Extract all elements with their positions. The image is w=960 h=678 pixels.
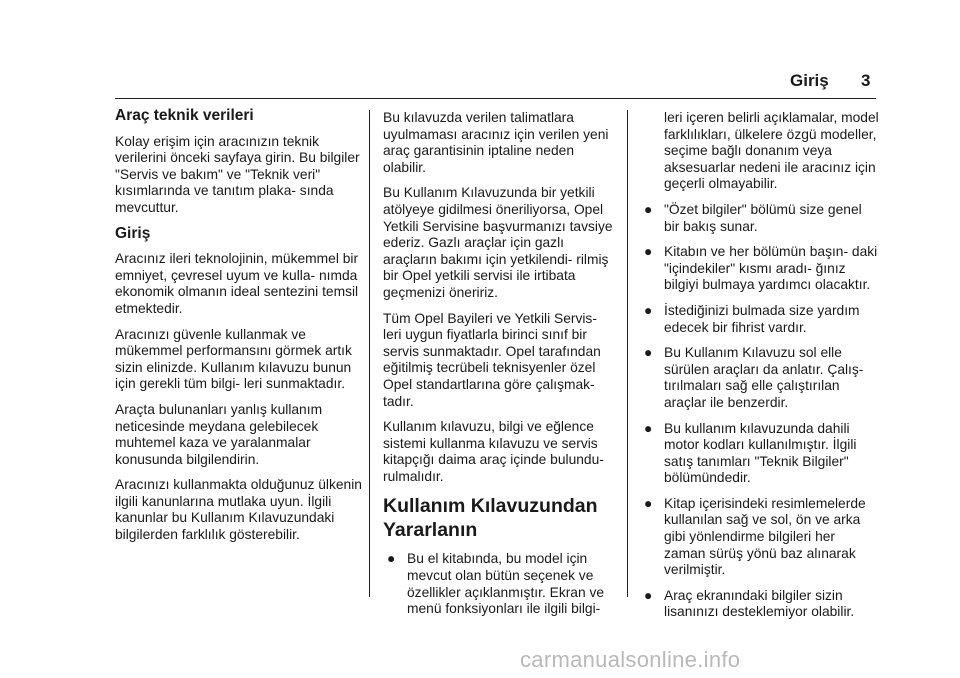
bullet-icon: ● xyxy=(644,302,653,318)
heading-technical-data: Araç teknik verileri xyxy=(115,107,254,124)
paragraph: Bu kılavuzda verilen talimatlara uyulmaması aracınız için verilen yeni araç garantisinin iptaline neden olabilir. xyxy=(383,110,609,175)
bullet-icon: ● xyxy=(644,201,653,217)
watermark: carmanualsonline.info xyxy=(520,647,741,672)
bullet-item xyxy=(640,244,880,294)
bullet-text: Bu kullanım kılavuzunda dahili motor kodları kullanılmıştır. İlgili satış tanımları "Teknik Bilgiler" bölümündedir. xyxy=(664,420,857,486)
bullet-text: leri içeren belirli açıklamalar, model farklılıkları, ülkelere özgü modeller, seçime bağlı donanım veya aksesuarlar nedeni ile aracınız için geçerli olmayabilir. xyxy=(664,110,879,192)
bullet-text: İstediğinizi bulmada size yardım edecek bir fihrist vardır. xyxy=(664,302,860,335)
bullet-item xyxy=(383,551,619,617)
bullet-item xyxy=(640,421,880,487)
column-2 xyxy=(383,110,619,627)
column-divider xyxy=(369,110,370,597)
bullet-text: Bu Kullanım Kılavuzu sol elle sürülen araçları da anlatır. Çalış- tırılmaları sağ elle çalıştırılan araçlar ile benzerdir. xyxy=(664,345,864,410)
column-divider xyxy=(627,110,628,597)
column-3 xyxy=(640,110,880,630)
bullet-icon: ● xyxy=(644,420,653,436)
bullet-item xyxy=(640,496,880,579)
bullet-icon: ● xyxy=(644,244,653,260)
bullet-text: Kitap içerisindeki resimlemelerde kullanılan sağ ve sol, ön ve arka gibi yönlendirme bilgileri her zaman sürüş yönü baz alınarak verilmiştir. xyxy=(664,495,866,578)
bullet-icon: ● xyxy=(387,551,396,567)
paragraph: Aracınızı güvenle kullanmak ve mükemmel performansını görmek artık sizin elinizde. Kullanım kılavuzu bunun için gerekli tüm bilgi- leri sunmaktadır. xyxy=(115,326,352,392)
bullet-item xyxy=(640,202,880,235)
page-number: 3 xyxy=(861,71,871,90)
paragraph: Tüm Opel Bayileri ve Yetkili Servis- leri uygun fiyatlarla birinci sınıf bir servis sunmaktadır. Opel tarafından eğitilmiş tecrübeli teknisyenler özel Opel standartlarına göre çalışmak- tadır. xyxy=(383,310,601,409)
bullet-icon: ● xyxy=(644,495,653,511)
paragraph: Kolay erişim için aracınızın teknik verilerini önceki sayfaya girin. Bu bilgiler "Servis ve bakım" ve "Teknik veri" kısımlarında ve tanıtım plaka- sında mevcuttur. xyxy=(115,133,360,215)
column-1 xyxy=(115,108,363,553)
paragraph: Aracınız ileri teknolojinin, mükemmel bir emniyet, çevresel uyum ve kulla- nımda ekonomik olmanın ideal sentezini temsil etmektedir. xyxy=(115,251,359,316)
bullet-text: Kitabın ve her bölümün başın- daki "içindekiler" kısmı aradı- ğınız bilgiyi bulmaya yardımcı olacaktır. xyxy=(664,244,878,293)
bullet-icon: ● xyxy=(644,345,653,361)
heading-using-manual: Kullanım Kılavuzundan Yararlanın xyxy=(383,495,598,542)
paragraph: Aracınızı kullanmakta olduğunuz ülkenin ilgili kanunlarına mutlaka uyun. İlgili kanunlar bu Kullanım Kılavuzundaki bilgilerden farklılık gösterebilir. xyxy=(115,477,362,543)
bullet-text: "Özet bilgiler" bölümü size genel bir bakış sunar. xyxy=(664,201,862,234)
bullet-item xyxy=(640,345,880,411)
paragraph: Bu Kullanım Kılavuzunda bir yetkili atölyeye gidilmesi öneriliyorsa, Opel Yetkili Servisine başvurmanızı tavsiye ederiz. Gazlı araçlar için gazlı araçların bakımı için yetkilendi- rilmiş bir Opel yetkili servisi ile irtibata geçmenizi öneririz. xyxy=(383,185,613,300)
chapter-title: Giriş xyxy=(790,71,829,90)
bullet-item xyxy=(640,588,880,621)
bullet-icon: ● xyxy=(644,587,653,603)
bullet-continuation xyxy=(640,110,880,193)
heading-introduction: Giriş xyxy=(115,224,151,242)
bullet-text: Bu el kitabında, bu model için mevcut olan bütün seçenek ve özellikler açıklanmıştır. Ekran ve menü fonksiyonları ile ilgili bilgi- xyxy=(407,551,605,617)
bullet-text: Araç ekranındaki bilgiler sizin lisanınızı desteklemiyor olabilir. xyxy=(664,587,855,620)
paragraph: Kullanım kılavuzu, bilgi ve eğlence sistemi kullanma kılavuzu ve servis kitapçığı daima araç içinde bulundu- rulmalıdır. xyxy=(383,419,604,484)
paragraph: Araçta bulunanları yanlış kullanım neticesinde meydana gelebilecek muhtemel kaza ve yaralanmalar konusunda bilgilendirin. xyxy=(115,401,323,467)
bullet-item xyxy=(640,303,880,336)
header-divider xyxy=(115,98,876,99)
